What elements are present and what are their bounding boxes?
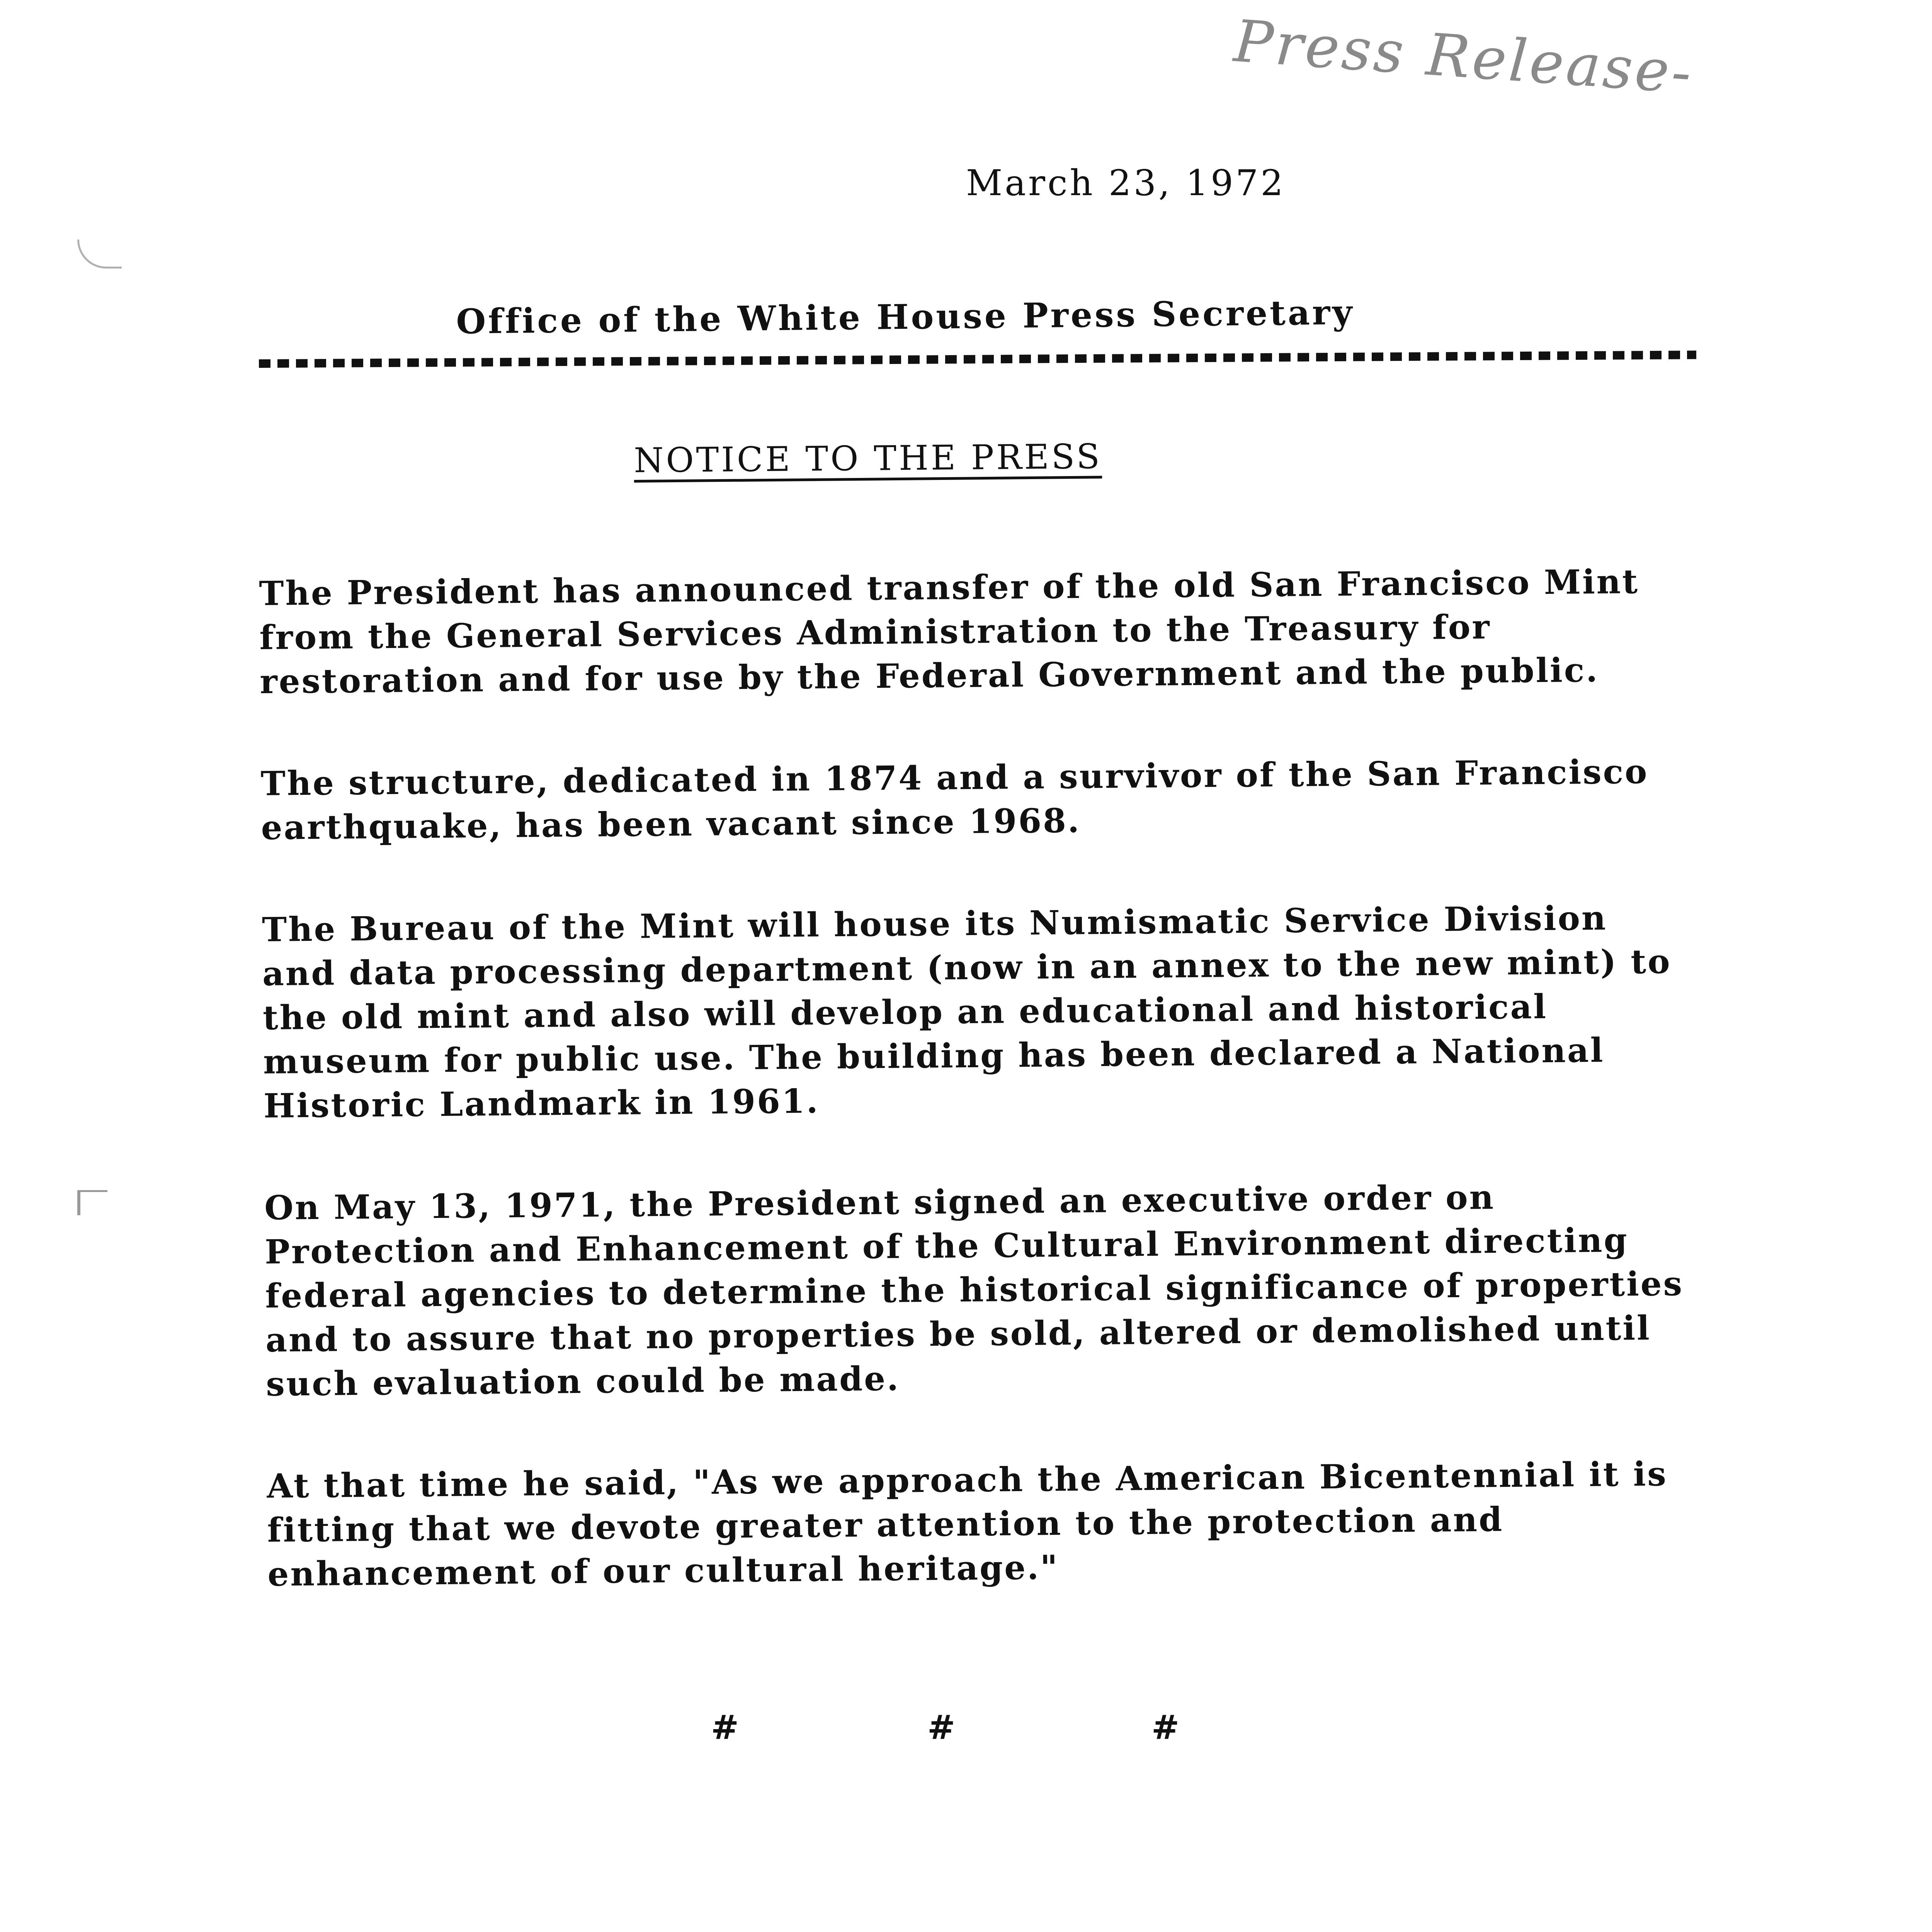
handwritten-note-top: Press Release-: [1231, 8, 1696, 107]
paragraph-quote: At that time he said, "As we approach the American Bicentennial it is fitting that we devote greater attention to the protection and enhancement of our cultural heritage.": [267, 1454, 1668, 1594]
paragraph-bureau: The Bureau of the Mint will house its Numismatic Service Division and data processing department (now in an annex to the new mint) to the old mint and also will develop an educational and historical museum for public use. The building has been declared a National Historic Landmark in 1961.: [262, 898, 1672, 1126]
end-mark: #: [711, 1708, 739, 1747]
end-mark: #: [1151, 1708, 1180, 1747]
paragraph-structure: The structure, dedicated in 1874 and a survivor of the San Francisco earthquake, has been vacant since 1968.: [260, 752, 1649, 847]
dashed-divider: [259, 350, 1696, 368]
paragraph-executive-order: On May 13, 1971, the President signed an executive order on Protection and Enhancement of the Cultural Environment directing federal agencies to determine the historical significance of properties and to assure that no properties be sold, altered or demolished until such evaluation could be made.: [264, 1178, 1684, 1404]
office-heading: Office of the White House Press Secretary: [456, 292, 1355, 342]
body-text: [259, 560, 1698, 1655]
hole-punch-mark-middle: [77, 1190, 107, 1215]
hole-punch-mark-top: [77, 240, 122, 269]
end-mark: #: [927, 1708, 956, 1747]
paragraph-transfer: The President has announced transfer of the old San Francisco Mint from the General Services Administration to the Treasury for restoration and for use by the Federal Government and the public.: [259, 562, 1639, 701]
notice-heading: NOTICE TO THE PRESS: [634, 436, 1102, 480]
document-date: March 23, 1972: [966, 162, 1286, 204]
